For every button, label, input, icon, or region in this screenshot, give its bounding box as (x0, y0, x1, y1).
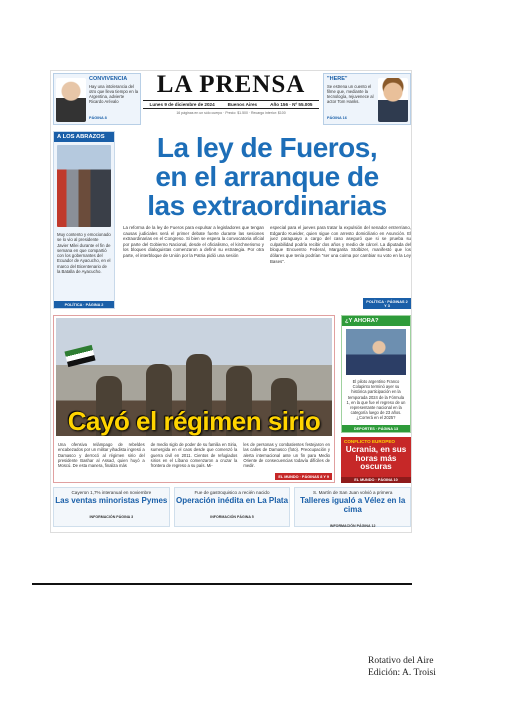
newspaper-front-page (50, 70, 412, 533)
promo-right-page: PÁGINA 16 (327, 116, 347, 120)
second-section (53, 315, 411, 483)
bottom-teasers (53, 487, 411, 527)
syria-column-3: les de personas y combatientes festejaron en las calles de Damasco (foto). Preocupación y alerta internacional ante un fin para Medio Oriente de consecuencias todavía difíciles de medir. (243, 442, 331, 469)
abrazos-footer: POLÍTICA · PÁGINA 2 (54, 301, 114, 308)
promo-convivencia[interactable] (53, 73, 141, 125)
masthead-meta (143, 100, 319, 109)
lead-column-1: La reforma de la ley de Fueros para expulsar a legisladores que tengan causas judiciales será el primer debate fuerte durante las sesiones extraordinarias en el Congreso. Si bien se espera la convocatoria oficial por parte del Gobierno Nacional, desde el oficialismo, el kirchnerismo y los bloques dialoguistas comenzaron a definir su estrategia. Por otra parte, el interbloque de Unión por la Patria pidió una sesión (123, 225, 264, 258)
credits-line-2: Edición: A. Troisi (368, 668, 436, 678)
teaser-kicker: Cayeron 1,7% interanual en noviembre (71, 490, 152, 495)
ahora-box[interactable] (341, 315, 411, 433)
promo-left-tag: CONVIVENCIA (89, 76, 128, 82)
conflicto-headline: Ucrania, en sus horas más oscuras (345, 445, 407, 471)
promo-left-photo (56, 78, 86, 122)
syrian-flag (64, 345, 95, 367)
lead-headline-line: La ley de Fueros, (156, 132, 378, 163)
syria-headline: Cayó el régimen sirio (67, 406, 321, 436)
teaser-headline: Talleres igualó a Vélez en la cima (300, 496, 406, 514)
ahora-tag: ¿Y AHORA? (342, 316, 410, 326)
abrazos-tag: A LOS ABRAZOS (54, 132, 114, 142)
syria-column-2: de medio siglo de poder de su familia en Siria, sumergida en el caos desde que comenzó la guerra civil en 2011. Cientos de refugiados sirios en el Líbano comenzaron a cruzar la frontera de regreso a su país. Mi- (150, 442, 238, 469)
issue-edition: Año 156 · Nº 55.005 (270, 102, 313, 107)
lead-footer: POLÍTICA · PÁGINAS 2 Y 3 (363, 298, 411, 309)
sidebar-column (341, 315, 411, 483)
ahora-text: El piloto argentino Franco Colapinto terminó ayer su histórica participación en la temporada 2024 de la Fórmula 1, en la que fue el regreso de un representante nacional en la categoría luego de 23 años. ¿Correrá en el 2025? (346, 379, 406, 421)
newspaper-title: LA PRENSA (156, 71, 306, 98)
lead-headline-line: en el arranque de (155, 161, 379, 192)
abrazos-text: Muy contento y emocionado se lo vio al presidente Javier Milei durante el fin de semana en que compartió con los gobernantes del Ecuador de Ayacucho, en el marco del Bicentenario de la Batalla de Ayacucho. (57, 232, 111, 275)
syria-footer: EL MUNDO · PÁGINAS 8 Y 9 (275, 473, 332, 480)
credits-line-1: Rotativo del Aire (368, 656, 434, 666)
lead-body (123, 225, 411, 297)
teaser-kicker: S. Martín de San Juan volvió a primera (312, 490, 393, 495)
lead-headline-line: las extraordinarias (147, 190, 387, 221)
promo-here[interactable] (323, 73, 411, 125)
conflicto-footer: EL MUNDO · PÁGINA 10 (341, 477, 411, 483)
lead-section (51, 131, 412, 309)
masthead-subline: 16 páginas en un sólo cuerpo · Precio: $1.500 · Recargo interior: $100 (176, 111, 286, 115)
teaser-item[interactable] (53, 487, 170, 527)
promo-right-photo (378, 78, 408, 122)
promo-right-tag: "HERE" (327, 76, 348, 82)
syria-photo (56, 318, 332, 436)
masthead-strip (51, 71, 412, 127)
teaser-headline: Las ventas minoristas Pymes (55, 496, 168, 505)
teaser-item[interactable] (294, 487, 411, 527)
teaser-info: INFORMACIÓN PÁGINA 5 (210, 515, 254, 519)
lead-column-2: especial para el jueves para tratar la expulsión del senador entrerriano, Edgardo Kueider, quien sigue con arresto domiciliario en Asunción. El juez paraguayo a cargo del caso aseguró que si se prueba su culpabilidad podría recibir dos años y medio de cárcel. La diputada del bloque Encuentro Federal, Margarita Stolbizer, manifestó que los dólares que tenía podrían "ser una coima por cambiar su voto en la Ley Bases". (270, 225, 411, 264)
syria-column-1: Una ofensiva relámpago de rebeldes encabezados por un militar yihadista ingresó a Damasco y derrocó al régimen sirio del presidente Bashar al Assad, quien huyó a Moscú. De esta manera, finaliza más (58, 442, 145, 469)
credits (368, 655, 436, 679)
lead-headline[interactable] (123, 133, 411, 220)
horizontal-rule (32, 583, 412, 585)
issue-city: Buenos Aires (227, 102, 258, 107)
abrazos-box[interactable] (53, 131, 115, 309)
syria-story[interactable] (53, 315, 335, 483)
promo-right-text: Se estrena un cuento el filme que, mediante la tecnología, rejuvenece al actor Tom Hanks. (327, 84, 374, 104)
teaser-info: INFORMACIÓN PÁGINA 12 (329, 524, 376, 528)
promo-left-text: Hay una intolerancia del otro que lleva tiempo en la Argentina, advierte Ricardo Arévalo (89, 84, 139, 104)
teaser-info: INFORMACIÓN PÁGINA 3 (89, 515, 134, 519)
teaser-item[interactable] (174, 487, 291, 527)
ahora-photo (346, 329, 406, 375)
ahora-footer: DEPORTES · PÁGINA 13 (342, 425, 410, 432)
teaser-kicker: Fue de gastroquisico a recién nacido (194, 490, 270, 495)
issue-date: Lunes 9 de diciembre de 2024 (149, 102, 215, 107)
conflicto-box[interactable] (341, 437, 411, 483)
masthead (143, 73, 319, 115)
syria-body (58, 442, 330, 468)
teaser-headline: Operación inédita en La Plata (175, 496, 289, 505)
conflicto-tag: CONFLICTO EUROPEO (344, 439, 395, 444)
abrazos-photo (57, 145, 111, 227)
promo-left-page: PÁGINA 8 (89, 116, 107, 120)
